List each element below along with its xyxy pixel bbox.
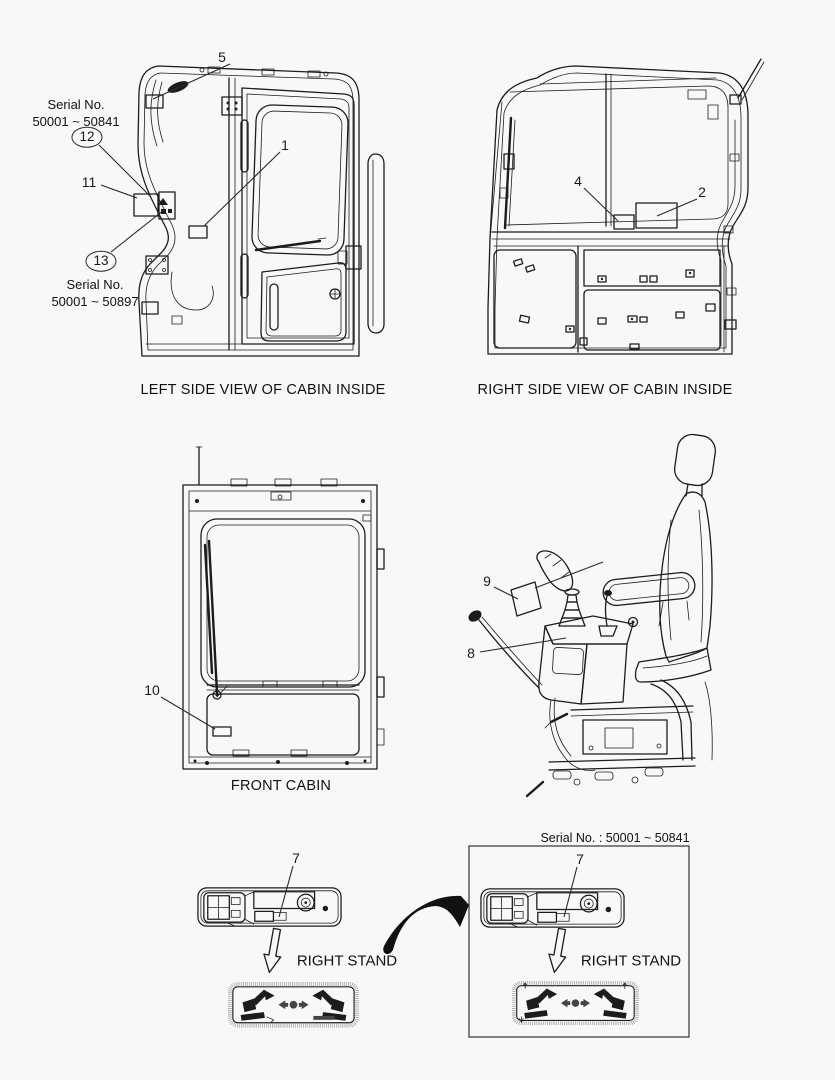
serial-range-old-stand: Serial No. : 50001 ~ 50841: [540, 831, 690, 845]
caption-left-cabin: LEFT SIDE VIEW OF CABIN INSIDE: [140, 382, 386, 398]
down-arrow-left: [261, 928, 285, 974]
revision-swoosh-arrow: [383, 896, 469, 954]
right-cabin-drawing: [488, 59, 764, 354]
label-right-stand-old: RIGHT STAND: [580, 952, 682, 970]
callout-7-right: 7: [576, 851, 584, 867]
callout-12: 12: [71, 127, 102, 148]
callout-7-left: 7: [292, 850, 300, 866]
seat-drawing: [466, 433, 717, 796]
callout-5: 5: [218, 49, 226, 65]
front-cabin-drawing: [183, 447, 384, 769]
serial-value: 50001 ~ 50841: [32, 114, 120, 129]
callout-11: 11: [81, 174, 97, 190]
callout-4: 4: [574, 173, 582, 189]
callout-13: 13: [85, 251, 116, 272]
serial-label: Serial No.: [66, 277, 124, 292]
callout-10: 10: [144, 682, 160, 698]
right-stand-old-drawing: [469, 846, 689, 1037]
serial-range-box: [469, 846, 689, 1037]
callout-9: 9: [483, 573, 491, 589]
serial-value: 50001 ~ 50897: [51, 294, 139, 309]
callout-1: 1: [281, 137, 289, 153]
caption-front-cabin: FRONT CABIN: [230, 778, 332, 794]
serial-label: Serial No.: [47, 97, 105, 112]
callout-leader-lines: [99, 64, 697, 917]
callout-8: 8: [467, 645, 475, 661]
caption-right-cabin: RIGHT SIDE VIEW OF CABIN INSIDE: [477, 382, 733, 398]
left-cabin-drawing: [134, 66, 384, 356]
label-right-stand-current: RIGHT STAND: [296, 952, 398, 970]
serial-range-left-bottom: [51, 276, 138, 310]
down-arrow-right: [546, 928, 570, 974]
callout-2: 2: [698, 184, 706, 200]
serial-range-left-top: [32, 96, 119, 130]
